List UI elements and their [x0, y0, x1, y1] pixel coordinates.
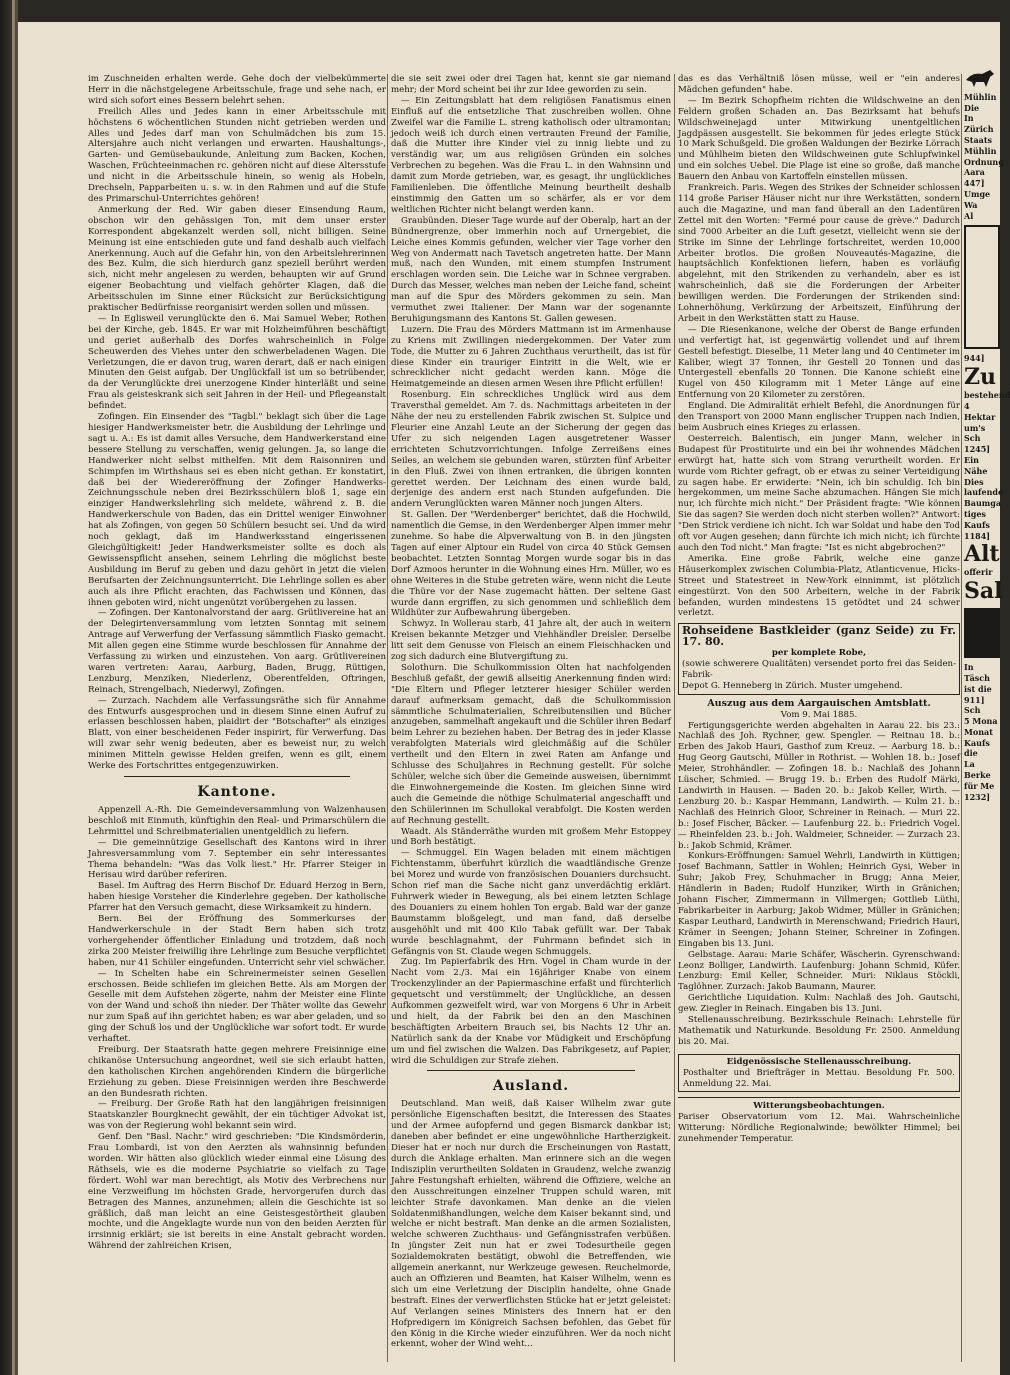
article-paragraph: — Schmuggel. Ein Wagen beladen mit einem mächtigen Fichtenstamm, überfuhrt kürzlich die waadtländische Grenze bei Morez und wurde von französischen Douaniers durchsucht. Schon rief man die Sache nicht ganz unverdächtig erklärt. Fuhrwerk wieder in Bewegung, als bei einem letzten Schlage des Douaniers zu einem hohlen Ton ergab. Bald war der ganze Baumstamm bloßgelegt, und man fand, daß derselbe ausgehöhlt und mit 400 Kilo Tabak gefüllt war. Der Tabak wurde beschlagnahmt, der Fuhrmann befindet sich in Gefängnis von St. Claude wegen Schmuggels. [391, 848, 671, 957]
article-paragraph: Graubünden. Dieser Tage wurde auf der Oberalp, hart an der Bündnergrenze, ober immerhin noch auf Urnergebiet, die Leiche eines Kommis gefunden, welcher vier Tage vorher den Weg von Andermatt nach Tavetsch angetreten hatte. Der Mann muß, nach den Wunden, mit einem stumpfen Instrument erschlagen worden sein. Die Leiche war in Schnee vergraben. Durch das Messer, welches man neben der Leiche fand, scheint man auf die Spur des Mörders gekommen zu sein. Man vermuthet zwei Italiener. Der Mann war der sogenannte Beruhigungsmann des Kantons St. Gallen gewesen. [391, 215, 671, 324]
advertisement-fragment: Umge [964, 188, 991, 199]
advertisement-line: per komplete Robe, [771, 648, 867, 659]
article-paragraph: Gerichtliche Liquidation. Kulm: Nachlaß des Joh. Gautschi, gew. Ziegler in Reinach. Eingaben bis 13. Juni. [678, 993, 960, 1015]
advertisement-fragment: laufende [964, 487, 1004, 498]
announcement-line: Posthalter und Briefträger in Mettau. Besoldung Fr. 500. Anmeldung 22. Mai. [683, 1067, 955, 1089]
advertisement-fragment: Al [964, 210, 974, 221]
advertisement-line: (sowie schwerere Qualitäten) versendet porto frei das Seiden-Fabrik- [682, 659, 956, 680]
advertisement-fragment: um's [964, 422, 986, 433]
article-paragraph: Pariser Observatorium vom 12. Mai. Wahrscheinliche Witterung: Nördliche Regionalwinde; bewölkter Himmel; bei zunehmender Temperatur. [678, 1112, 960, 1145]
binding-strip [0, 0, 18, 1375]
article-paragraph: Freiburg. Der Staatsrath hatte gegen mehrere Freisinnige eine chikanöse Untersuchung angeordnet, weil sie sich erlaubt hatten, den katholischen Kirchen angehörenden Kindern die bürgerliche Erziehung zu geben. Diese Freisinnigen werden ihre Beschwerde an den Bundesrath richten. [88, 1044, 386, 1099]
advertisement-fragment: Ein [964, 454, 979, 465]
advertisement-fragment: Kaufs [964, 519, 990, 530]
article-paragraph: das es das Verhältniß lösen müsse, weil er "ein anderes Mädchen gefunden" habe. [678, 74, 960, 95]
article-paragraph: Genf. Den "Basl. Nachr." wird geschrieben: "Die Kindsmörderin, Frau Lombardi, ist von den Aerzten als wahnsinnig befunden worden. Wir hätten also glücklich wieder einmal eine Lösung des Räthsels, wie es die moderne Psychiatrie so vielfach zu Tage fördert. Wohl war man berechtigt, als Motiv des Verbrechens nur eine Verzweiflung im höchsten Grade, hervorgerufen durch das Betragen des Mannes, anzunehmen; allein die Geschichte ist so gräßlich, daß man leicht an eine Geistesgestörtheit glauben mochte, und die Angeklagte wurde nun von den beiden Aerzten für irrsinnig erklärt; sie ist bereits in eine Anstalt gebracht worden. Während der zahlreichen Krisen, [88, 1132, 386, 1252]
article-paragraph: — Zurzach. Nachdem alle Verfassungsräthe sich für Annahme des Entwurfs ausgesprochen und in diesem Sinne einen Aufruf zu erlassen beschlossen haben, plaidirt der "Botschafter" als einziges Blatt, von einer bescheidenen Feder inspirirt, für Verwerfung. Das will zwar sehr wenig bedeuten, aber es beweist nur, zu welch minimen Mitteln gewisse Helden greifen, wenn es gilt, einem Werke des Fortschrittes entgegenzuwirken. [88, 695, 386, 772]
article-paragraph: Frankreich. Paris. Wegen des Strikes der Schneider schlossen 114 große Pariser Häuser nicht nur ihre Werkstätten, sondern auch die Magazine, und man fand überall an den Ladentüren Zettel mit den Worten: "Fermé pour cause de grève." Dadurch sind 7000 Arbeiter an die Luft gesetzt, vielleicht wenn sie der Strike im Sinne der Lehrlinge fortschreitet, werden 10,000 Arbeiter brotlos. Die großen Nouveautés-Magazine, die hauptsächlich Konfektionen liefern, haben es vorläufig abgelehnt, mit den Strikenden zu verhandeln, aber es ist wahrscheinlich, daß sie die Forderungen der Arbeiter bewilligen werden. Die Forderungen der Strikenden sind: Lohnerhöhung, Verkürzung der Arbeitszeit, Einführung der Arbeit in den Werkstätten statt zu Hause. [678, 183, 960, 324]
column-4-advertisements [964, 68, 1010, 1368]
advertisement-fragment: ist die [964, 683, 992, 694]
column-1 [88, 74, 386, 1364]
article-paragraph: — In Schelten habe ein Schreinermeister seinen Gesellen erschossen. Beide schliefen im gleichen Bette. Als am Morgen der Geselle mit dem Aufstehen zögerte, nahm der Meister eine Flinte von der Wand und schoß ihn nieder. Der Thäter wollte das Gewehr nur zum Spaß auf ihn gerichtet haben; es war aber geladen, und so ging der Schuß los und der Unglückliche war sofort todt. Er wurde verhaftet. [88, 968, 386, 1045]
advertisement-fragment: für Me [964, 780, 995, 791]
dark-advertisement-block [964, 608, 1000, 658]
article-paragraph: Schwyz. In Wollerau starb, 41 Jahre alt, der auch in weitern Kreisen bekannte Metzger und Viehhändler Dreisler. Derselbe litt seit dem Genusse von Fleisch an einem Fleischhacken und zog sich dadurch eine Blutvergiftung zu. [391, 619, 671, 663]
advertisement-fragment: Sch [964, 433, 981, 444]
article-paragraph: Deutschland. Man weiß, daß Kaiser Wilhelm zwar gute persönliche Eigenschaften besitzt, die Interessen des Staates und der Armee aufopfernd und gegen Bismarck dankbar ist; daneben aber befindet er eine ungewöhnliche Hartherzigkeit. Dieser hat er noch nur durch die Erscheinungen von Rastatt, durch die Anklage erhalten. Man erinnere sich an die wegen Indisziplin verurtheilten Soldaten in Graudenz, welche zwanzig Jahre Festungshaft erhielten, während die Offiziere, welche an den Ausschreitungen einzelner Truppen schuld waren, mit leichter Strafe davonkamen. Man denke an die vielen Soldatenmißhandlungen, welche dem Kaiser bekannt sind, und welche er nicht bestraft. Man denke an die armen Sozialisten, welche schweren Zuchthaus- und Gefängnisstrafen verbüßen. In jüngster Zeit nun hat er zwei Todesurtheile gegen Sozialdemokraten bestätigt, obwohl die Betreffenden, wie allgemein anerkannt, nur Werkzeuge gewesen. Reuchelmorde, auch an Offizieren und Beamten, hat Kaiser Wilhelm, wenn es sich um eine Verletzung der Disciplin handelte, ohne Gnade bestraft. Eines der verwerflichsten Stücke hat er jetzt geleistet: Auf Verlangen seines Ministers des Innern hat er den Hofpredigern im Königreich Sachsen befohlen, das Gebet für den König in die Kirche wieder einzuführen. Wer da noch nicht erkennt, woher der Wind weht... [391, 1099, 671, 1350]
article-paragraph: Solothurn. Die Schulkommission Olten hat nachfolgenden Beschluß gefaßt, der gewiß allseitig Anerkennung finden wird: "Die Eltern und Pfleger letzterer hiesiger Schüler werden darauf aufmerksam gemacht, daß die Schulkommission sämmtliche Schulmaterialien, Schreibutensilien und Bücher anzugeben, sammelhaft angekauft und die Schüler ihren Bedarf beim Lehrer zu beziehen haben. Der Betrag des in jeder Klasse verabfolgten Materials wird gleichmäßig auf die Schüler vertheilt und den Eltern in zwei Raten am Anfange und Schlusse des Schuljahres in Rechnung gestellt. Für solche Schüler, welche sich über die Gemeinde ausweisen, übernimmt die Einwohnergemeinde die Kosten. Im gleichen Sinne wird auch die Gemeinde die nöthige Schulmaterial angeschafft und den Schülerinnen im Schullokal verabfolgt. Die Kosten werden auf Rechnung gestellt. [391, 662, 671, 826]
advertisement-fragment: 911] [964, 694, 985, 705]
article-paragraph: Bern. Bei der Eröffnung des Sommerkurses der Handwerkerschule in der Stadt Bern haben sich trotz vorhergehender öffentlicher Einladung und trotzdem, daß noch zirka 200 Meister freiwillig ihre Lehrlinge zum Besuche verpflichtet haben, nur 41 Schüler eingefunden. Unterricht sehr viel schwächer. [88, 914, 386, 968]
section-divider [427, 1070, 635, 1071]
advertisement-fragment: Sal [964, 578, 1003, 605]
advertisement-fragment: In Zürich [964, 113, 994, 135]
advertisement-fragment: 1232] [964, 791, 991, 802]
article-paragraph: im Zuschneiden erhalten werde. Gehe doch der vielbekümmerte Herr in die nächstgelegene Arbeitsschule, frage und sehe nach, er wird sich sofort eines Bessern belehrt sehen. [88, 74, 386, 106]
decorative-border [964, 225, 1000, 349]
advertisement-fragment: 944] [964, 353, 985, 364]
article-paragraph: Basel. Im Auftrag des Herrn Bischof Dr. Eduard Herzog in Bern, haben hiesige Vorsteher die Kinderlehre gegeben. Der katholische Pfarrer hat den Versuch gemacht, diese Wirksamkeit zu hindern. [88, 881, 386, 914]
announcement-line: Eidgenössische Stellenausschreibung. [726, 1056, 912, 1067]
advertisement-fragment: 1184] [964, 530, 991, 541]
article-paragraph: — Im Bezirk Schopfheim richten die Wildschweine an den Feldern großen Schaden an. Das Bezirksamt hat behufs Wildschweinejagd unter Mitwirkung unentgeltlichen Jagdpässen ausgestellt. Sie bekommen für jedes erlegte Stück 10 Mark Schußgeld. Die großen Waldungen der Bezirke Lörrach und Mühlheim bieten den Wildschweinen gute Schlupfwinkel und ein solches Uebel. Die Plage ist eine so große, daß manche Bauern den Anbau von Kartoffeln einstellen müssen. [678, 95, 960, 183]
article-paragraph: England. Die Admiralität erhielt Befehl, die Anordnungen für den Transport von 2000 Mann englischer Truppen nach Indien, beim Ausbruch eines Krieges zu erlassen. [678, 401, 960, 433]
advertisement-fragment: Sch [964, 705, 981, 716]
article-paragraph: Gelbstage. Aarau: Marie Schäfer, Wäscherin. Gyrenschwand: Leonz Bolliger, Landwirth. Laufenburg: Johann Schmid, Küfer. Lenzburg: Emil Keller, Schneider. Muri: Niklaus Stöckli, Taglöhner. Zurzach: Jakob Baumann, Maurer. [678, 949, 960, 993]
section-heading: Kantone. [197, 784, 277, 800]
article-paragraph: Freilich Alles und Jedes kann in einer Arbeitsschule mit höchstens 6 wöchentlichen Stunden nicht getrieben werden und Alles und Jedes darf man von Schulmädchen bis zum 15. Altersjahre auch nicht verlangen und erwarten. Haushaltungs-, Garten- und Gemüsebaukunde, Anleitung zum Backen, Kochen, Waschen, Früchteeinmachen rc. gehören nicht auf diese Altersstufe und nicht in die Arbeitsschule hinein, so wenig als Hobeln, Drechseln, Papparbeiten u. s. w. in den Rahmen und auf die Stufe des Primarschul-Unterrichtes gehören! [88, 106, 386, 204]
subsection-heading: Witterungsbeobachtungen. [753, 1101, 885, 1112]
advertisement-fragment: 5 Mona [964, 716, 998, 727]
section-heading: Ausland. [492, 1078, 570, 1095]
article-paragraph: Konkurs-Eröffnungen: Samuel Wehrli, Landwirth in Küttigen; Josef Bachmann, Sattler in Wohlen; Heinrich Gysi, Weber in Suhr; Jakob Frey, Schuhmacher in Brugg; Anna Meier, Händlerin in Baden; Rudolf Hunziker, Wirth in Gränichen; Johann Fischer, Zimmermann in Villmergen; Gottlieb Lüthi, Fabrikarbeiter in Aarburg; Jakob Widmer, Müller in Gränichen; Kaspar Leuthard, Landwirth in Merenschwand; Friedrich Hauri, Krämer in Seengen; Johann Steiner, Schreiner in Zofingen. Eingaben bis 13. Juni. [678, 851, 960, 949]
advertisement-fragment: Dies [964, 476, 984, 487]
advertisement-fragment: bestehend [964, 390, 1010, 401]
article-paragraph: Amerika. Eine große Fabrik, welche eine ganze Häuserkomplex zwischen Columbia-Platz, Atlanticvenue, Hicks-Street und Statestreet in New-York einnimmt, ist plötzlich eingestürzt. Von den 500 Arbeitern, welche in der Fabrik befanden, wurden mindestens 15 getödtet und 24 schwer verletzt. [678, 553, 960, 619]
advertisement-fragment: Berke [964, 770, 991, 781]
newspaper-page [18, 22, 1010, 1375]
column-rule [387, 74, 388, 1362]
column-rule [961, 74, 962, 1362]
advertisement-fragment: In Täsch [964, 662, 990, 683]
advertisement-fragment: Die [964, 102, 980, 113]
advertisement-fragment: Mühlin [964, 145, 997, 156]
advertisement-fragment: 447] [964, 178, 985, 189]
article-paragraph: Anmerkung der Red. Wir gaben dieser Einsendung Raum, obschon wir den gehässigen Ton, mit dem unser erster Korrespondent abgekanzelt werden soll, nicht billigen. Seine Meinung ist eine entschieden gute und fand deshalb auch vielfach Anerkennung. Auch auf die Gefahr hin, von den Arbeitslehrerinnen des Bez. Kulm, die sich hierdurch ganz speziell berührt werden sich, nicht mehr angelesen zu werden, behaupten wir auf Grund eigener Beobachtung und vielfach gehörter Klagen, daß die Arbeitsschulen im Sinne einer Rücksicht zur Berücksichtigung praktischer Bedürfnisse reorganisirt werden sollen und müssen. [88, 204, 386, 314]
article-paragraph: St. Gallen. Der "Werdenberger" berichtet, daß die Hochwild, namentlich die Gemse, in den Werdenberger Alpen immer mehr zunehme. So habe die Alpverwaltung von B. in den jüngsten Tagen auf einer Alptour ein Rudel von circa 40 Stück Gemsen beobachtet. Letzten Sonntag Morgen wurde sogar bis in das Dorf Azmoos herunter in die Wohnung eines Hrn. Müller, wo es ohne Weiteres in die Stube getreten wäre, wenn nicht die Leute die Thüre vor der Nase zugemacht hätten. Der seltene Gast wurde dann ergriffen, zu sich genommen und schließlich dem Wildhüter zur Aufbewahrung übergeben. [391, 510, 671, 619]
advertisement-fragment: offerir [964, 567, 993, 578]
advertisement-fragment: Mühlin [964, 91, 997, 102]
official-gazette-heading: Auszug aus dem Aargauischen Amtsblatt. [707, 697, 931, 709]
section-divider [124, 776, 350, 777]
dateline: Vom 9. Mai 1885. [780, 709, 858, 720]
article-paragraph: Zofingen. Ein Einsender des "Tagbl." beklagt sich über die Lage hiesiger Handwerksmeister betr. die Ausbildung der Lehrlinge und sagt u. A.: Es ist damit alles Versuche, dem Handwerkerstand eine bessere Stellung zu verschaffen, wenig gelungen. Ja, so lange die Handwerker nicht selbst mithelfen. Mit dem Raisonniren und Schimpfen im Wirthshaus sei es eben nicht gethan. Er konstatirt, daß bei der Wiedereröffnung der Zofinger Handwerks-Zeichnungsschule neben drei Bezirksschülern bloß 1, sage ein einziger Handwerkslehrling sich meldete, während z. B. die Handwerkerschule von Baden, das ein Drittel weniger Einwohner hat als Zofingen, von gegen 50 Schülern besucht sei. Und da wird noch geklagt, daß im Handwerksstand eingerissenen Gleichgültigkeit! Jeder Handwerksmeister sollte es doch als Gewissenspflicht ansehen, seinem Lehrling die möglichst beste Ausbildung im Beruf zu geben und dazu gehört in jetzt die vielen Berufsarten der Zeichnungsunterricht. Die Lehrlinge sollen es aber auch als ihre Pflicht erachten, das Fachwissen und Können, das ihnen geboten wird, nicht ungenützt vorübergehen zu lassen. [88, 412, 386, 608]
advertisement-fragment: Alt [964, 541, 1000, 568]
advertisement-fragment: die [964, 748, 978, 759]
advertisement-fragment: Wa [964, 199, 978, 210]
article-paragraph: die sie seit zwei oder drei Tagen hat, kennt sie gar niemand mehr; der Mord scheint bei ihr zur Idee geworden zu sein. [391, 74, 671, 95]
article-paragraph: Fertigungsgerichte werden abgehalten in Aarau 22. bis 23.: Nachlaß des Joh. Rychner, gew. Spengler. — Reitnau 18. b.: Erben des Jakob Hauri, Gasthof zum Kreuz. — Aarburg 18. b.: Hug Georg Gautschi, Müller in Rothrist. — Wohlen 18. b.: Josef Meier, Strohhändler. — Zofingen 18. b.: Nachlaß des Johann Lüscher, Schmied. — Brugg 19. b.: Erben des Rudolf Märki, Landwirth in Hausen. — Baden 20. b.: Jakob Keller, Wirth. — Lenzburg 20. b.: Kaspar Hemmann, Landwirth. — Kulm 21. b.: Nachlaß des Heinrich Gloor, Schreiner in Reinach. — Muri 22. b.: Josef Fischer, Bäcker. — Laufenburg 22. b.: Friedrich Vogel. — Rheinfelden 23. b.: Joh. Waldmeier, Schneider. — Zurzach 23. b.: Jakob Schmid, Krämer. [678, 720, 960, 851]
article-paragraph: Appenzell A.-Rh. Die Gemeindeversammlung von Walzenhausen beschloß mit Einmuth, künftighin den Real- und Primarschülern die Lehrmittel und Schreibmaterialien unentgeldlich zu liefern. [88, 805, 386, 837]
article-paragraph: — Die gemeinnützige Gesellschaft des Kantons wird in ihrer Jahresversammlung vom 7. September ein sehr interessantes Thema behandeln: "Was das Volk liest." Hr. Pfarrer Steiger in Herisau wird darüber referiren. [88, 837, 386, 881]
column-3 [678, 74, 960, 1364]
article-paragraph: Oesterreich. Balentisch, ein junger Mann, welcher in Budapest für Prostituirte und ein bei ihr wohnendes Mädchen erwürgt hat, hatte sich vom Strang verurtheilt worden. Er wurde vom Richter gefragt, ob er etwas zu seiner Verteidigung zu sagen habe. Er erwiderte: "Nein, ich bin schuldig. Ich bin hergekommen, um meine Sache abzumachen. Hängen Sie mich nur, ich fürchte mich nicht." Der Präsident fragte: "Wie können Sie das sagen? Sie werden doch nicht sterben wollen?" Antwort: "Den Strick verdiene ich nicht. Ich war Soldat und habe den Tod oft vor Augen gesehen; dann fürchte ich mich nicht; ich fürchte auch den Tod nicht." Man fragte: "Ist es nicht abgebrochen?" [678, 433, 960, 553]
article-paragraph: Waadt. Als Ständerräthe wurden mit großem Mehr Estoppey und Borh bestätigt. [391, 826, 671, 848]
column-rule [674, 74, 675, 1362]
advertisement-fragment: Nähe [964, 465, 988, 476]
article-paragraph: Zug. Im Papierfabrik des Hrn. Vogel in Cham wurde in der Nacht vom 2./3. Mai ein 16jähriger Knabe von einem Trockenzylinder an der Papiermaschine erfaßt und fürchterlich gequetscht und verstümmelt; der Unglückliche, an dessen Aufkommen gezweifelt wird, war von Morgens 6 Uhr in Arbeit und hielt, da der Fabrik bei den an den Maschinen beschäftigten Arbeitern Brauch sei, bis Nachts 12 Uhr an. Natürlich sank da der Knabe vor Müdigkeit und Erschöpfung um und fiel zwischen die Walzen. Das Fabrikgesetz, auf Papier, wird die Schuldigen zur Strafe ziehen. [391, 957, 671, 1066]
advertisement-line: Depot G. Henneberg in Zürich. Muster umgehend. [682, 680, 903, 691]
section-divider [678, 1097, 960, 1098]
advertisement-fragment: Zu [964, 364, 997, 391]
advertisement-fragment: La [964, 759, 975, 770]
article-paragraph: — Freiburg. Der Große Rath hat den langjährigen freisinnigen Staatskanzler Bourgknecht gewählt, der ein tüchtiger Advokat ist, was von der Regierung wohl bekannt sein wird. [88, 1099, 386, 1132]
column-2 [391, 74, 671, 1364]
article-paragraph: — Die Riesenkanone, welche der Oberst de Bange erfunden und verfertigt hat, ist gegenwärtig vollendet und auf ihrem Gestell befestigt. Dieselbe, 11 Meter lang und 40 Centimeter im Kaliber, wiegt 37 Tonnen, ihr Gestell 20 Tonnen und das Untergestell ebenfalls 20 Tonnen. Die Kanone schießt eine Kugel von 450 Kilogramm mit 1 Meter Länge auf eine Entfernung von 20 Kilometer zu zerstören. [678, 324, 960, 401]
job-announcement-box [678, 1054, 960, 1093]
advertisement-fragment: Monat [964, 726, 993, 737]
advertisement-fragment: Staats [964, 134, 993, 145]
advertisement-fragment: Aara [964, 167, 985, 178]
article-paragraph: — Ein Zeitungsblatt hat dem religiösen Fanatismus einen Einfluß auf die entsetzliche That zuschreiben wollen. Ohne Zweifel war die Familie L. streng katholisch oder ultramontan; jedoch weiß ich durch einen vertrauten Freund der Familie, daß die Mutter ihre Kinder viel zu innig liebte und zu verständig war, um aus religiösen Gründen ein solches Verbrechen zu begehen. Was die Frau L. in den Wahnsinn und damit zum Morde getrieben, war, es gesagt, ihr unglückliches Familienleben. Die öffentliche Meinung beurtheilt deshalb einstimmig den Gatten um so schärfer, als er vor dem weltlichen Richter nicht belangt werden kann. [391, 95, 671, 215]
article-paragraph: Stellenausschreibung. Bezirksschule Reinach: Lehrstelle für Mathematik und Naturkunde. Besoldung Fr. 2500. Anmeldung bis 20. Mai. [678, 1015, 960, 1047]
article-paragraph: Rosenburg. Ein schreckliches Unglück wird aus dem Traversthal gemeldet. Am 7. ds. Nachmittags arbeiteten in der Nähe der neu zu erstellenden Fabrik zwischen St. Sulpice und Fleurier eine Anzahl Leute an der Sicherung der gegen das Ufer zu sich neigenden Lagen ausgetretener Wasser errichteten Schutzvorrichtungen. Infolge Zerreißens eines Seiles, an welchem sie gebunden waren, stürzten fünf Arbeiter in den Fluß. Zwei von ihnen ertranken, die übrigen konnten gerettet werden. Der Leichnam des einen wurde bald, derjenige des andern erst nach Stunden aufgefunden. Die andern Verunglückten waren Männer noch jungen Alters. [391, 390, 671, 510]
advertisement-title: Rohseidene Bastkleider (ganz Seide) zu Fr. 17. 80. [682, 624, 956, 649]
advertisement-fragment: Baumga [964, 498, 1002, 509]
advertisement-fragment: tiges [964, 508, 986, 519]
advertisement-fragment: Ordnung [964, 156, 1004, 167]
advertisement-fragment: 1245] [964, 444, 991, 455]
article-paragraph: Luzern. Die Frau des Mörders Mattmann ist im Armenhause zu Kriens mit Zwillingen niedergekommen. Der Vater zum Tode, die Mutter zu 6 Jahren Zuchthaus verurtheilt, das ist für diese Kinder ein trauriger Eintritt in die Welt, wie er schrecklicher nicht gedacht werden kann. Möge die Heimatgemeinde an diesen armen Wesen ihre Pflicht erfüllen! [391, 324, 671, 390]
silk-dress-advertisement [678, 623, 960, 694]
article-paragraph: — In Eglisweil verunglückte den 6. Mai Samuel Weber, Rothen bei der Kirche, geb. 1845. Er war mit Holzheimführen beschäftigt und geriet außerhalb des Dorfes wahrscheinlich in Folge Scheuwerden des Viehes unter den schwerbeladenen Wagen. Die Verletzungen, die er davon trug, waren derart, daß er nach einigen Minuten den Geist aufgab. Der Unglückfall ist um so betrübender, da der Verunglückte drei unerzogene Kinder hinterläßt und seine Frau als geisteskrank sich seit Jahren in der Heil- und Pflegeanstalt befindet. [88, 313, 386, 412]
article-paragraph: — Zofingen. Der Kantonalvorstand der aarg. Grütlivereine hat an der Delegirtenversammlung vom letzten Sonntag mit seinem Antrage auf Verwerfung der Verfassung sämmtlich Fiasko gemacht. Mit allen gegen eine Stimme wurde beschlossen für Annahme der Verfassung zu wirken und einzustehen. Von aarg. Grütlivereinen waren vertreten: Aarau, Aarburg, Baden, Brugg, Rüttigen, Lenzburg, Menziken, Niederlenz, Oberentfelden, Oftringen, Reinach, Strengelbach, Niederwyl, Zofingen. [88, 608, 386, 695]
horse-icon [964, 68, 998, 88]
advertisement-fragment: Kaufs [964, 737, 990, 748]
advertisement-fragment: 4 Hektar [964, 400, 996, 422]
